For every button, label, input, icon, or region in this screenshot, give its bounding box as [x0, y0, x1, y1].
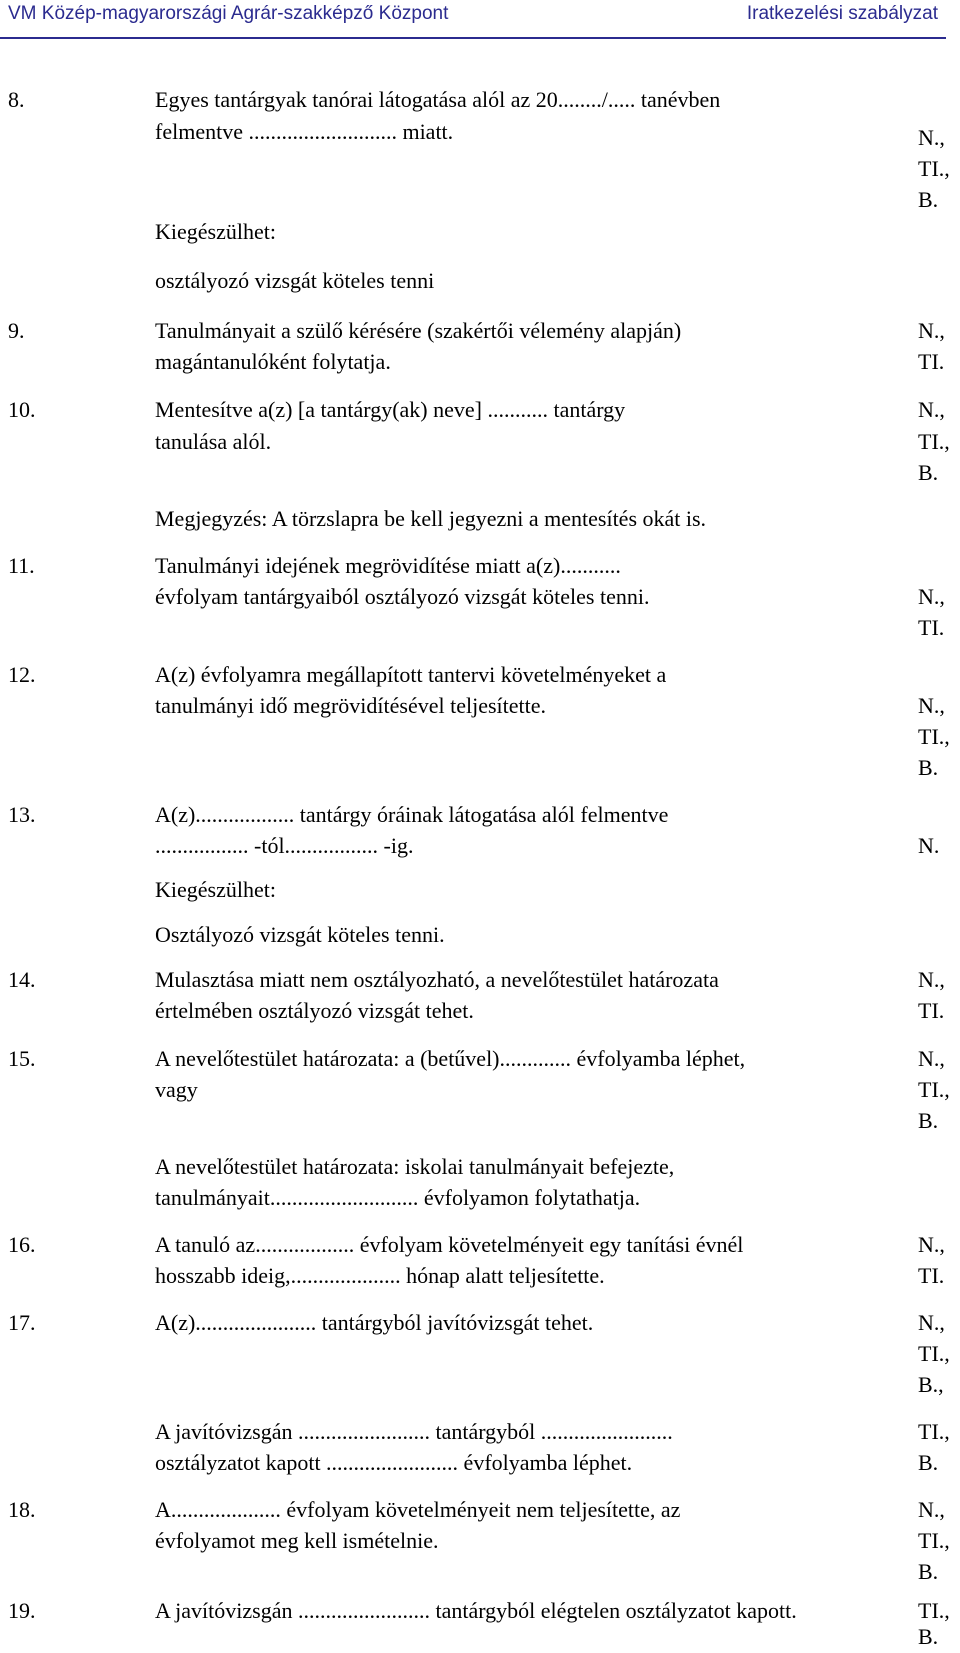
entry-code: TI. [918, 998, 945, 1023]
entry-text-line: tanulmányait........................... évfolyamon folytathatja. [155, 1185, 641, 1210]
entry-code: TI. [918, 615, 945, 640]
entry-text-line: ................. -tól................. -ig. [155, 833, 414, 858]
entry-text-line: A javítóvizsgán ........................ tantárgyból ........................ [155, 1419, 673, 1444]
entry-number: 8. [8, 87, 25, 112]
entry-code: B. [918, 1559, 939, 1584]
entry-text-line: Egyes tantárgyak tanórai látogatása alól az 20......../..... tanévben [155, 87, 721, 112]
entry-text-line: osztályzatot kapott ........................ évfolyamba léphet. [155, 1450, 633, 1475]
entry-code: N., [918, 318, 945, 343]
entry-text-line: A(z) évfolyamra megállapított tantervi követelményeket a [155, 662, 667, 687]
entry-code: TI. [918, 349, 945, 374]
entry-number: 16. [8, 1232, 36, 1257]
entry-code: N., [918, 693, 945, 718]
entry-number: 10. [8, 397, 36, 422]
entry-text-line: A nevelőtestület határozata: iskolai tanulmányait befejezte, [155, 1154, 675, 1179]
entry-code: TI., [918, 724, 950, 749]
entry-code: B., [918, 1372, 944, 1397]
page-header [0, 0, 960, 34]
entry-code: N., [918, 1232, 945, 1257]
entry-text-line: Tanulmányait a szülő kérésére (szakértői vélemény alapján) [155, 318, 682, 343]
entry-code: TI., [918, 1598, 950, 1623]
entry-text-line: értelmében osztályozó vizsgát tehet. [155, 998, 474, 1023]
entry-code: N., [918, 1497, 945, 1522]
entry-text-line: tanulása alól. [155, 429, 272, 454]
entry-text-line: tanulmányi idő megrövidítésével teljesítette. [155, 693, 547, 718]
entry-code: TI., [918, 429, 950, 454]
entry-number: 12. [8, 662, 36, 687]
entry-text-line: Osztályozó vizsgát köteles tenni. [155, 922, 445, 947]
entry-code: B. [918, 187, 939, 212]
entry-text-line: A nevelőtestület határozata: a (betűvel)............. évfolyamba léphet, [155, 1046, 746, 1071]
entry-code: B. [918, 755, 939, 780]
entry-text-line: A(z).................. tantárgy óráinak látogatása alól felmentve [155, 802, 669, 827]
entry-text-line: évfolyamot meg kell ismételnie. [155, 1528, 439, 1553]
entry-code: TI., [918, 1528, 950, 1553]
entry-text-line: A(z)...................... tantárgyból javítóvizsgát tehet. [155, 1310, 594, 1335]
entry-text-line: A tanuló az.................. évfolyam követelményeit egy tanítási évnél [155, 1232, 744, 1257]
entry-text-line: A javítóvizsgán ........................ tantárgyból elégtelen osztályzatot kapott. [155, 1598, 797, 1623]
entry-text-line: évfolyam tantárgyaiból osztályozó vizsgát köteles tenni. [155, 584, 650, 609]
entry-number: 19. [8, 1598, 36, 1623]
entry-code: B. [918, 1108, 939, 1133]
entry-text-line: Megjegyzés: A törzslapra be kell jegyezni a mentesítés okát is. [155, 506, 707, 531]
entry-code: N., [918, 397, 945, 422]
header-institution: VM Közép-magyarországi Agrár-szakképző Központ [8, 3, 449, 24]
entry-code: B. [918, 1624, 939, 1649]
entry-code: N., [918, 967, 945, 992]
entry-text-line: hosszabb ideig,.................... hónap alatt teljesítette. [155, 1263, 605, 1288]
entry-code: TI., [918, 156, 950, 181]
entry-number: 11. [8, 553, 35, 578]
entry-number: 14. [8, 967, 36, 992]
entry-text-line: felmentve ........................... miatt. [155, 119, 454, 144]
entry-text-line: vagy [155, 1077, 198, 1102]
entry-text-line: magántanulóként folytatja. [155, 349, 391, 374]
entry-code: N., [918, 1310, 945, 1335]
entry-code: N., [918, 1046, 945, 1071]
entry-number: 13. [8, 802, 36, 827]
entry-code: B. [918, 1450, 939, 1475]
entry-code: N. [918, 833, 940, 858]
entry-code: TI., [918, 1077, 950, 1102]
entry-text-line: Mentesítve a(z) [a tantárgy(ak) neve] ........... tantárgy [155, 397, 626, 422]
entry-code: TI., [918, 1419, 950, 1444]
entry-number: 9. [8, 318, 25, 343]
entry-code: TI., [918, 1341, 950, 1366]
entry-text-line: A.................... évfolyam követelményeit nem teljesítette, az [155, 1497, 681, 1522]
entry-number: 15. [8, 1046, 36, 1071]
entry-number: 18. [8, 1497, 36, 1522]
entry-text-line: Kiegészülhet: [155, 219, 276, 244]
entry-text-line: Kiegészülhet: [155, 877, 276, 902]
entry-code: N., [918, 125, 945, 150]
header-document-title: Iratkezelési szabályzat [746, 3, 938, 24]
entry-code: B. [918, 460, 939, 485]
header-divider [0, 37, 946, 39]
entry-text-line: osztályozó vizsgát köteles tenni [155, 268, 435, 293]
entry-code: TI. [918, 1263, 945, 1288]
entry-text-line: Tanulmányi idejének megrövidítése miatt a(z)........... [155, 553, 621, 578]
entry-text-line: Mulasztása miatt nem osztályozható, a nevelőtestület határozata [155, 967, 719, 992]
entry-number: 17. [8, 1310, 36, 1335]
entry-code: N., [918, 584, 945, 609]
